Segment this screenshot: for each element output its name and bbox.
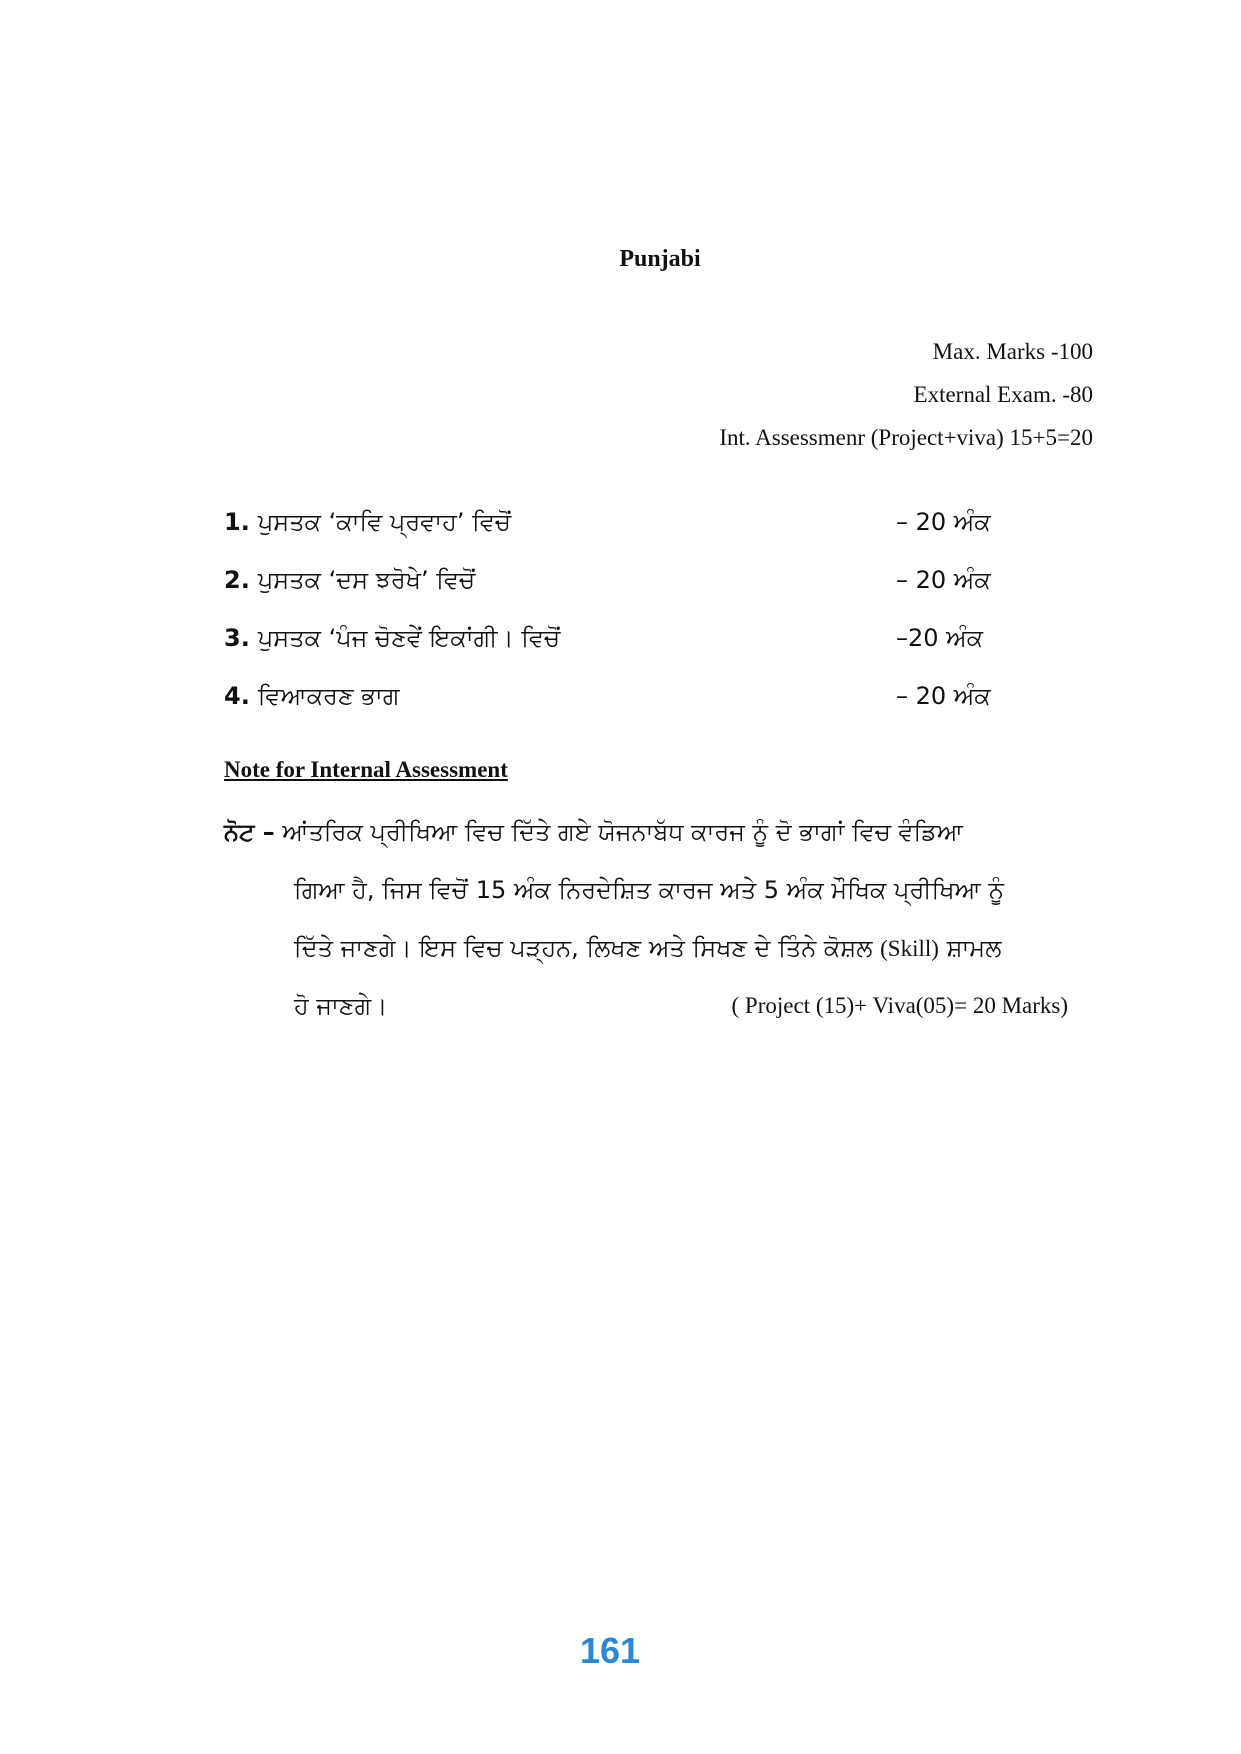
external-exam-marks: External Exam. -80 (913, 382, 1093, 407)
note-line-2: ਗਿਆ ਹੈ, ਜਿਸ ਵਿਚੋਂ 15 ਅੰਕ ਨਿਰਦੇਸ਼ਿਤ ਕਾਰਜ ਅਤੇ 5 ਅੰਕ ਮੌਖਿਕ ਪ੍ਰੀਖਿਆ ਨੂੰ (294, 876, 1004, 904)
section-list (224, 502, 1004, 734)
item-number: 3. (224, 624, 250, 652)
max-marks: Max. Marks -100 (932, 339, 1093, 364)
note-line (224, 986, 1084, 1044)
note-heading: Note for Internal Assessment (224, 757, 508, 782)
page-number: 161 (579, 1630, 641, 1671)
item-text: ਪੁਸਤਕ ‘ਪੰਜ ਚੋਣਵੇਂ ਇਕਾਂਗੀ। ਵਿਚੋਂ (257, 624, 561, 652)
list-item (224, 676, 1004, 734)
item-number: 2. (224, 566, 250, 594)
note-line-3-end: ਸ਼ਾਮਲ (946, 934, 1002, 962)
item-text: ਵਿਆਕਰਣ ਭਾਗ (257, 682, 400, 710)
item-marks: –20 ਅੰਕ (896, 624, 984, 652)
item-marks: – 20 ਅੰਕ (896, 566, 991, 594)
list-item (224, 502, 1004, 560)
note-line-1: ਆਂਤਰਿਕ ਪ੍ਰੀਖਿਆ ਵਿਚ ਦਿੱਤੇ ਗਏ ਯੋਜਨਾਬੱਧ ਕਾਰਜ ਨੂੰ ਦੋ ਭਾਗਾਂ ਵਿਚ ਵੰਡਿਆ (282, 818, 964, 846)
list-item (224, 560, 1004, 618)
item-marks: – 20 ਅੰਕ (896, 508, 991, 536)
marks-distribution (719, 330, 1093, 459)
skill-term: (Skill) (880, 936, 939, 961)
note-line (224, 870, 1084, 928)
item-marks: – 20 ਅੰਕ (896, 682, 991, 710)
note-line-4: ਹੋ ਜਾਣਗੇ। (294, 992, 388, 1020)
item-number: 1. (224, 508, 250, 536)
item-number: 4. (224, 682, 250, 710)
note-paragraph (224, 812, 1084, 1044)
page-title: Punjabi (619, 246, 701, 272)
note-line-3-start: ਦਿੱਤੇ ਜਾਣਗੇ। ਇਸ ਵਿਚ ਪੜ੍ਹਨ, ਲਿਖਣ ਅਤੇ ਸਿਖਣ ਦੇ ਤਿੰਨੇ ਕੋਸ਼ਲ (294, 934, 873, 962)
marks-breakdown: ( Project (15)+ Viva(05)= 20 Marks) (731, 993, 1068, 1018)
internal-assessment-marks: Int. Assessmenr (Project+viva) 15+5=20 (719, 425, 1093, 450)
item-text: ਪੁਸਤਕ ‘ਕਾਵਿ ਪ੍ਰਵਾਹ’ ਵਿਚੋਂ (257, 508, 512, 536)
note-line (224, 928, 1084, 986)
item-text: ਪੁਸਤਕ ‘ਦਸ ਝਰੋਖੇ’ ਵਿਚੋਂ (257, 566, 476, 594)
note-lead: ਨੋਟ – (224, 818, 275, 846)
note-line (224, 812, 1084, 870)
list-item (224, 618, 1004, 676)
